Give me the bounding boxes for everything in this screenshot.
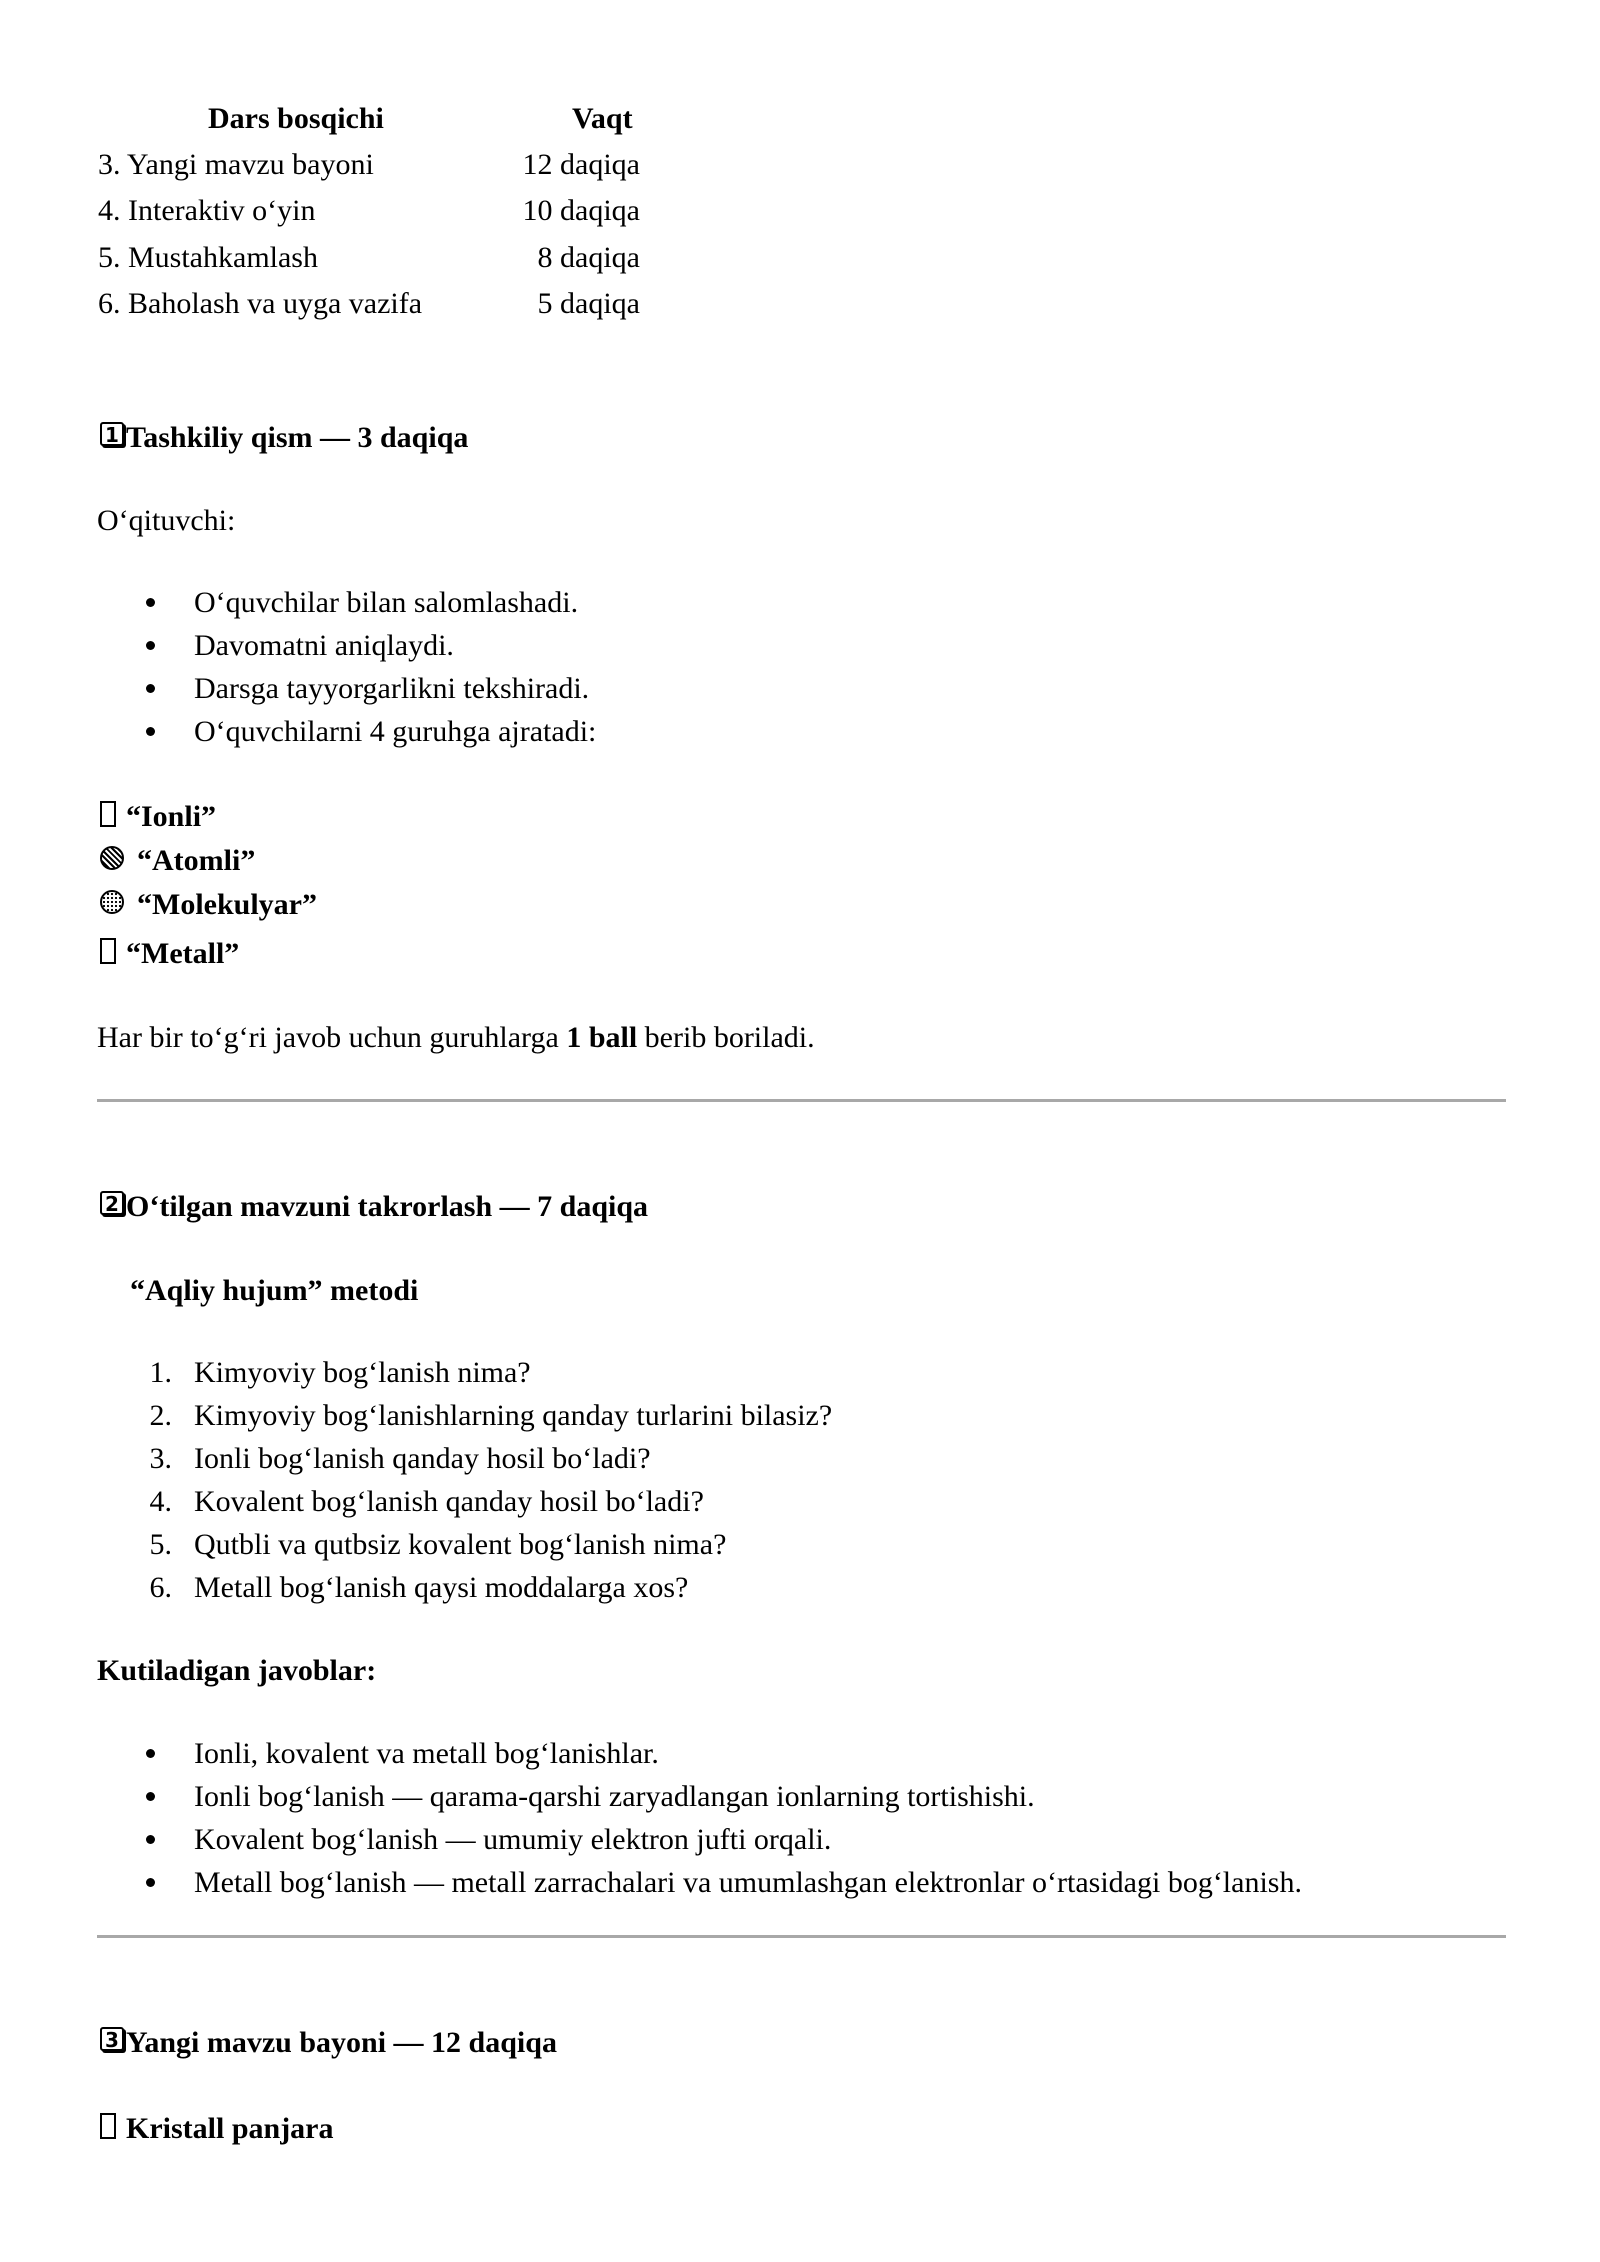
keycap-digit: 3 bbox=[105, 2028, 119, 2052]
schedule-header-time: Vaqt bbox=[572, 102, 633, 135]
question-item: Kimyoviy bog‘lanish nima? bbox=[194, 1356, 531, 1389]
section-heading: Yangi mavzu bayoni — 12 daqiqa bbox=[126, 2026, 557, 2059]
keycap-digit: 1 bbox=[105, 423, 119, 447]
answer-item: Metall bog‘lanish — metall zarrachalari va umumlashgan elektronlar o‘rtasidagi bog‘lanish. bbox=[194, 1866, 1302, 1899]
scoring-note bbox=[97, 1023, 815, 1053]
keycap-3-icon bbox=[100, 2027, 124, 2051]
list-number: 4. bbox=[149, 1485, 172, 1518]
missing-glyph-icon bbox=[100, 801, 116, 827]
section-heading: O‘tilgan mavzuni takrorlash — 7 daqiqa bbox=[126, 1190, 649, 1223]
subsection-heading: Kristall panjara bbox=[126, 2112, 334, 2145]
schedule-row-time: 12 daqiqa bbox=[522, 148, 640, 181]
schedule-row-stage: 6. Baholash va uyga vazifa bbox=[98, 287, 423, 320]
method-title: “Aqliy hujum” metodi bbox=[130, 1274, 419, 1307]
horizontal-divider bbox=[97, 1935, 1506, 1938]
answer-item: Kovalent bog‘lanish — umumiy elektron jufti orqali. bbox=[194, 1823, 832, 1856]
question-item: Qutbli va qutbsiz kovalent bog‘lanish nima? bbox=[194, 1528, 727, 1561]
teacher-label: O‘qituvchi: bbox=[97, 504, 236, 537]
list-item: Davomatni aniqlaydi. bbox=[194, 629, 454, 662]
keycap-1-icon bbox=[100, 422, 124, 446]
section-heading: Tashkiliy qism — 3 daqiqa bbox=[126, 421, 469, 454]
bullet-icon bbox=[146, 1749, 155, 1758]
list-item: Darsga tayyorgarlikni tekshiradi. bbox=[194, 672, 590, 705]
keycap-digit: 2 bbox=[105, 1192, 119, 1216]
bullet-icon bbox=[146, 684, 155, 693]
question-item: Kovalent bog‘lanish qanday hosil bo‘ladi? bbox=[194, 1485, 704, 1518]
group-label: “Metall” bbox=[126, 937, 240, 970]
schedule-row-stage: 3. Yangi mavzu bayoni bbox=[98, 148, 374, 181]
bullet-icon bbox=[146, 641, 155, 650]
schedule-row-stage: 5. Mustahkamlash bbox=[98, 241, 318, 274]
list-item: O‘quvchilar bilan salomlashadi. bbox=[194, 586, 579, 619]
bullet-icon bbox=[146, 1878, 155, 1887]
question-item: Metall bog‘lanish qaysi moddalarga xos? bbox=[194, 1571, 689, 1604]
group-label: “Ionli” bbox=[126, 800, 217, 833]
list-number: 6. bbox=[149, 1571, 172, 1604]
bullet-icon bbox=[146, 598, 155, 607]
scoring-text: Har bir to‘g‘ri javob uchun guruhlarga bbox=[97, 1021, 567, 1054]
missing-glyph-icon bbox=[100, 938, 116, 964]
horizontal-divider bbox=[97, 1099, 1506, 1102]
schedule-row-time: 5 daqiqa bbox=[537, 287, 640, 320]
missing-glyph-icon bbox=[100, 2113, 116, 2139]
schedule-header-stage: Dars bosqichi bbox=[208, 102, 384, 135]
question-item: Kimyoviy bog‘lanishlarning qanday turlarini bilasiz? bbox=[194, 1399, 833, 1432]
answers-title: Kutiladigan javoblar: bbox=[97, 1654, 377, 1687]
answer-item: Ionli bog‘lanish — qarama-qarshi zaryadlangan ionlarning tortishishi. bbox=[194, 1780, 1035, 1813]
answer-item: Ionli, kovalent va metall bog‘lanishlar. bbox=[194, 1737, 659, 1770]
group-label: “Atomli” bbox=[137, 844, 256, 877]
bullet-icon bbox=[146, 1792, 155, 1801]
question-item: Ionli bog‘lanish qanday hosil bo‘ladi? bbox=[194, 1442, 651, 1475]
list-item: O‘quvchilarni 4 guruhga ajratadi: bbox=[194, 715, 597, 748]
schedule-row-stage: 4. Interaktiv o‘yin bbox=[98, 194, 316, 227]
list-number: 3. bbox=[149, 1442, 172, 1475]
scoring-text: berib boriladi. bbox=[637, 1021, 815, 1054]
schedule-row-time: 8 daqiqa bbox=[537, 241, 640, 274]
list-number: 1. bbox=[149, 1356, 172, 1389]
list-number: 5. bbox=[149, 1528, 172, 1561]
bullet-icon bbox=[146, 727, 155, 736]
scoring-points: 1 ball bbox=[566, 1021, 638, 1054]
hatched-circle-icon bbox=[100, 846, 124, 870]
keycap-2-icon bbox=[100, 1191, 124, 1215]
schedule-row-time: 10 daqiqa bbox=[522, 194, 640, 227]
dotted-circle-icon bbox=[100, 890, 124, 914]
group-label: “Molekulyar” bbox=[137, 888, 317, 921]
bullet-icon bbox=[146, 1835, 155, 1844]
list-number: 2. bbox=[149, 1399, 172, 1432]
